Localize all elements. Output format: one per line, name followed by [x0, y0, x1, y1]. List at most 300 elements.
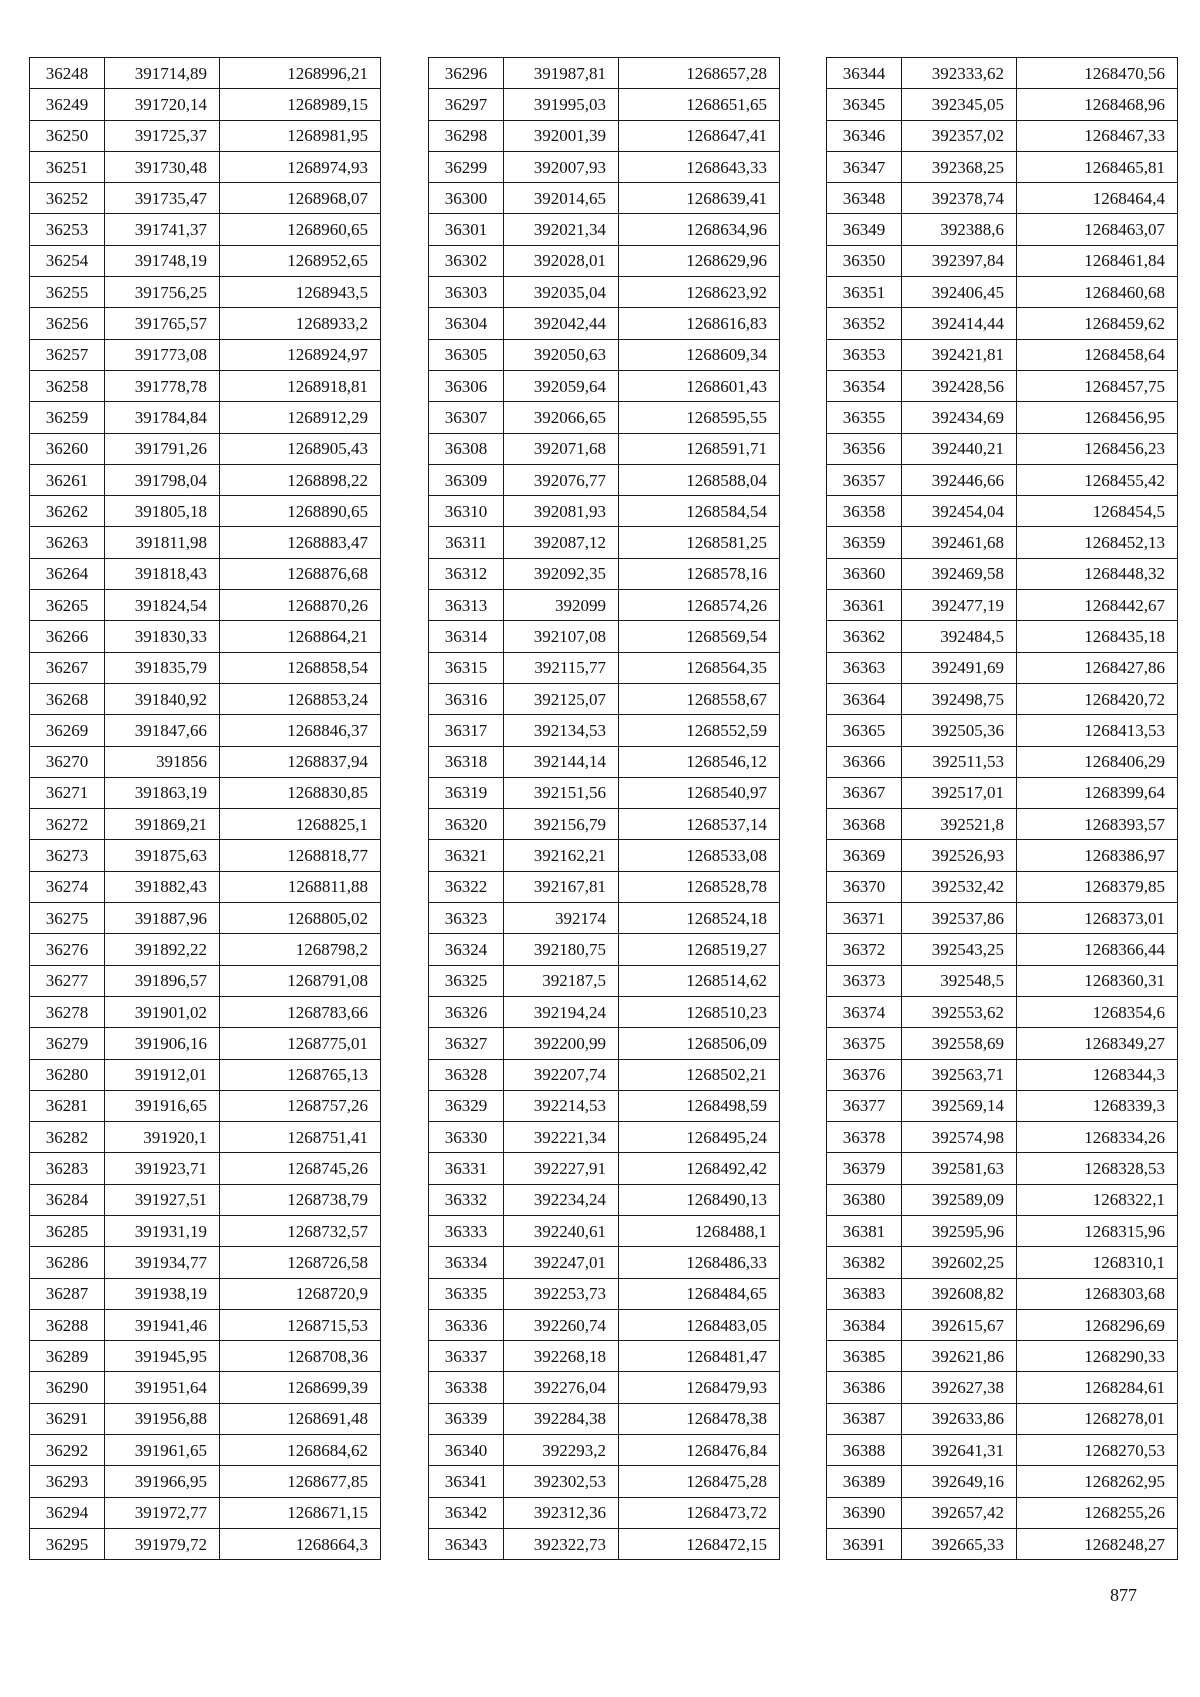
table-row: [30, 1059, 381, 1090]
y-coordinate-cell: 1268473,72: [619, 1497, 780, 1528]
y-coordinate-cell: 1268463,07: [1017, 214, 1178, 245]
x-coordinate-cell: 392406,45: [902, 277, 1017, 308]
table-row: [429, 683, 780, 714]
y-coordinate-cell: 1268574,26: [619, 590, 780, 621]
point-number-cell: 36256: [30, 308, 105, 339]
x-coordinate-cell: 391741,37: [105, 214, 220, 245]
point-number-cell: 36362: [827, 621, 902, 652]
y-coordinate-cell: 1268413,53: [1017, 715, 1178, 746]
y-coordinate-cell: 1268960,65: [220, 214, 381, 245]
x-coordinate-cell: 392569,14: [902, 1090, 1017, 1121]
x-coordinate-cell: 392543,25: [902, 934, 1017, 965]
table-row: [827, 809, 1178, 840]
point-number-cell: 36387: [827, 1403, 902, 1434]
table-row: [30, 1122, 381, 1153]
y-coordinate-cell: 1268533,08: [619, 840, 780, 871]
point-number-cell: 36363: [827, 652, 902, 683]
point-number-cell: 36372: [827, 934, 902, 965]
point-number-cell: 36346: [827, 120, 902, 151]
table-row: [429, 1466, 780, 1497]
table-row: [827, 1372, 1178, 1403]
x-coordinate-cell: 391920,1: [105, 1122, 220, 1153]
point-number-cell: 36361: [827, 590, 902, 621]
table-row: [827, 1247, 1178, 1278]
table-row: [30, 746, 381, 777]
y-coordinate-cell: 1268524,18: [619, 903, 780, 934]
table-row: [429, 151, 780, 182]
y-coordinate-cell: 1268546,12: [619, 746, 780, 777]
table-row: [429, 809, 780, 840]
x-coordinate-cell: 391956,88: [105, 1403, 220, 1434]
y-coordinate-cell: 1268467,33: [1017, 120, 1178, 151]
x-coordinate-cell: 392595,96: [902, 1215, 1017, 1246]
table-row: [827, 621, 1178, 652]
x-coordinate-cell: 391906,16: [105, 1028, 220, 1059]
y-coordinate-cell: 1268442,67: [1017, 590, 1178, 621]
point-number-cell: 36334: [429, 1247, 504, 1278]
point-number-cell: 36289: [30, 1341, 105, 1372]
point-number-cell: 36296: [429, 58, 504, 89]
table-row: [429, 1122, 780, 1153]
table-row: [30, 715, 381, 746]
y-coordinate-cell: 1268726,58: [220, 1247, 381, 1278]
point-number-cell: 36282: [30, 1122, 105, 1153]
x-coordinate-cell: 392511,53: [902, 746, 1017, 777]
table-row: [827, 1466, 1178, 1497]
point-number-cell: 36252: [30, 183, 105, 214]
y-coordinate-cell: 1268765,13: [220, 1059, 381, 1090]
y-coordinate-cell: 1268322,1: [1017, 1184, 1178, 1215]
point-number-cell: 36385: [827, 1341, 902, 1372]
point-number-cell: 36332: [429, 1184, 504, 1215]
y-coordinate-cell: 1268853,24: [220, 683, 381, 714]
table-row: [827, 746, 1178, 777]
point-number-cell: 36366: [827, 746, 902, 777]
table-row: [30, 1497, 381, 1528]
point-number-cell: 36380: [827, 1184, 902, 1215]
point-number-cell: 36302: [429, 245, 504, 276]
table-row: [827, 1184, 1178, 1215]
y-coordinate-cell: 1268989,15: [220, 89, 381, 120]
x-coordinate-cell: 392014,65: [504, 183, 619, 214]
point-number-cell: 36305: [429, 339, 504, 370]
table-row: [429, 120, 780, 151]
x-coordinate-cell: 392553,62: [902, 996, 1017, 1027]
point-number-cell: 36310: [429, 496, 504, 527]
table-row: [30, 151, 381, 182]
y-coordinate-cell: 1268481,47: [619, 1341, 780, 1372]
table-row: [827, 277, 1178, 308]
table-row: [429, 433, 780, 464]
point-number-cell: 36258: [30, 370, 105, 401]
y-coordinate-cell: 1268876,68: [220, 558, 381, 589]
point-number-cell: 36327: [429, 1028, 504, 1059]
table-row: [827, 120, 1178, 151]
x-coordinate-cell: 392665,33: [902, 1528, 1017, 1559]
point-number-cell: 36281: [30, 1090, 105, 1121]
point-number-cell: 36368: [827, 809, 902, 840]
x-coordinate-cell: 391927,51: [105, 1184, 220, 1215]
x-coordinate-cell: 392227,91: [504, 1153, 619, 1184]
y-coordinate-cell: 1268783,66: [220, 996, 381, 1027]
table-row: [429, 871, 780, 902]
y-coordinate-cell: 1268461,84: [1017, 245, 1178, 276]
y-coordinate-cell: 1268699,39: [220, 1372, 381, 1403]
table-row: [827, 558, 1178, 589]
x-coordinate-cell: 392627,38: [902, 1372, 1017, 1403]
y-coordinate-cell: 1268933,2: [220, 308, 381, 339]
x-coordinate-cell: 391773,08: [105, 339, 220, 370]
point-number-cell: 36339: [429, 1403, 504, 1434]
y-coordinate-cell: 1268651,65: [619, 89, 780, 120]
point-number-cell: 36325: [429, 965, 504, 996]
table-row: [429, 277, 780, 308]
x-coordinate-cell: 392469,58: [902, 558, 1017, 589]
point-number-cell: 36390: [827, 1497, 902, 1528]
x-coordinate-cell: 392284,38: [504, 1403, 619, 1434]
point-number-cell: 36262: [30, 496, 105, 527]
table-row: [30, 339, 381, 370]
x-coordinate-cell: 392059,64: [504, 370, 619, 401]
y-coordinate-cell: 1268647,41: [619, 120, 780, 151]
point-number-cell: 36283: [30, 1153, 105, 1184]
y-coordinate-cell: 1268634,96: [619, 214, 780, 245]
x-coordinate-cell: 392115,77: [504, 652, 619, 683]
table-row: [827, 652, 1178, 683]
point-number-cell: 36338: [429, 1372, 504, 1403]
y-coordinate-cell: 1268476,84: [619, 1435, 780, 1466]
x-coordinate-cell: 392558,69: [902, 1028, 1017, 1059]
y-coordinate-cell: 1268296,69: [1017, 1309, 1178, 1340]
point-number-cell: 36388: [827, 1435, 902, 1466]
table-row: [827, 89, 1178, 120]
x-coordinate-cell: 392174: [504, 903, 619, 934]
table-row: [827, 496, 1178, 527]
point-number-cell: 36297: [429, 89, 504, 120]
y-coordinate-cell: 1268492,42: [619, 1153, 780, 1184]
y-coordinate-cell: 1268584,54: [619, 496, 780, 527]
table-row: [30, 433, 381, 464]
table-row: [827, 151, 1178, 182]
y-coordinate-cell: 1268830,85: [220, 777, 381, 808]
table-row: [30, 308, 381, 339]
point-number-cell: 36351: [827, 277, 902, 308]
point-number-cell: 36316: [429, 683, 504, 714]
table-row: [827, 1278, 1178, 1309]
y-coordinate-cell: 1268386,97: [1017, 840, 1178, 871]
y-coordinate-cell: 1268328,53: [1017, 1153, 1178, 1184]
y-coordinate-cell: 1268540,97: [619, 777, 780, 808]
table-row: [827, 1028, 1178, 1059]
point-number-cell: 36314: [429, 621, 504, 652]
x-coordinate-cell: 391887,96: [105, 903, 220, 934]
y-coordinate-cell: 1268248,27: [1017, 1528, 1178, 1559]
table-row: [429, 89, 780, 120]
x-coordinate-cell: 392454,04: [902, 496, 1017, 527]
table-row: [30, 527, 381, 558]
table-row: [429, 621, 780, 652]
table-row: [429, 1247, 780, 1278]
table-row: [30, 1184, 381, 1215]
y-coordinate-cell: 1268339,3: [1017, 1090, 1178, 1121]
x-coordinate-cell: 392081,93: [504, 496, 619, 527]
x-coordinate-cell: 392537,86: [902, 903, 1017, 934]
point-number-cell: 36324: [429, 934, 504, 965]
x-coordinate-cell: 391725,37: [105, 120, 220, 151]
x-coordinate-cell: 392042,44: [504, 308, 619, 339]
y-coordinate-cell: 1268344,3: [1017, 1059, 1178, 1090]
y-coordinate-cell: 1268664,3: [220, 1528, 381, 1559]
point-number-cell: 36299: [429, 151, 504, 182]
table-row: [30, 1403, 381, 1434]
x-coordinate-cell: 392214,53: [504, 1090, 619, 1121]
x-coordinate-cell: 391987,81: [504, 58, 619, 89]
x-coordinate-cell: 392187,5: [504, 965, 619, 996]
y-coordinate-cell: 1268470,56: [1017, 58, 1178, 89]
point-number-cell: 36295: [30, 1528, 105, 1559]
point-number-cell: 36381: [827, 1215, 902, 1246]
point-number-cell: 36276: [30, 934, 105, 965]
y-coordinate-cell: 1268918,81: [220, 370, 381, 401]
point-number-cell: 36306: [429, 370, 504, 401]
x-coordinate-cell: 391840,92: [105, 683, 220, 714]
table-row: [429, 1184, 780, 1215]
x-coordinate-cell: 392071,68: [504, 433, 619, 464]
point-number-cell: 36309: [429, 464, 504, 495]
y-coordinate-cell: 1268506,09: [619, 1028, 780, 1059]
y-coordinate-cell: 1268738,79: [220, 1184, 381, 1215]
y-coordinate-cell: 1268502,21: [619, 1059, 780, 1090]
y-coordinate-cell: 1268519,27: [619, 934, 780, 965]
y-coordinate-cell: 1268458,64: [1017, 339, 1178, 370]
y-coordinate-cell: 1268601,43: [619, 370, 780, 401]
x-coordinate-cell: 392035,04: [504, 277, 619, 308]
x-coordinate-cell: 392221,34: [504, 1122, 619, 1153]
table-row: [429, 1028, 780, 1059]
y-coordinate-cell: 1268905,43: [220, 433, 381, 464]
x-coordinate-cell: 392247,01: [504, 1247, 619, 1278]
table-row: [30, 464, 381, 495]
x-coordinate-cell: 391778,78: [105, 370, 220, 401]
point-number-cell: 36377: [827, 1090, 902, 1121]
point-number-cell: 36263: [30, 527, 105, 558]
table-row: [429, 1528, 780, 1559]
table-row: [429, 370, 780, 401]
table-row: [30, 183, 381, 214]
table-row: [30, 370, 381, 401]
table-row: [827, 715, 1178, 746]
x-coordinate-cell: 391972,77: [105, 1497, 220, 1528]
point-number-cell: 36268: [30, 683, 105, 714]
x-coordinate-cell: 391863,19: [105, 777, 220, 808]
table-row: [429, 715, 780, 746]
x-coordinate-cell: 392194,24: [504, 996, 619, 1027]
y-coordinate-cell: 1268569,54: [619, 621, 780, 652]
x-coordinate-cell: 392092,35: [504, 558, 619, 589]
point-number-cell: 36382: [827, 1247, 902, 1278]
table-row: [429, 1497, 780, 1528]
point-number-cell: 36357: [827, 464, 902, 495]
x-coordinate-cell: 391756,25: [105, 277, 220, 308]
x-coordinate-cell: 392021,34: [504, 214, 619, 245]
table-row: [429, 1403, 780, 1434]
table-row: [827, 965, 1178, 996]
table-row: [429, 840, 780, 871]
x-coordinate-cell: 392007,93: [504, 151, 619, 182]
x-coordinate-cell: 392050,63: [504, 339, 619, 370]
table-row: [429, 1153, 780, 1184]
point-number-cell: 36371: [827, 903, 902, 934]
table-row: [827, 1497, 1178, 1528]
x-coordinate-cell: 392434,69: [902, 402, 1017, 433]
y-coordinate-cell: 1268464,4: [1017, 183, 1178, 214]
x-coordinate-cell: 392076,77: [504, 464, 619, 495]
point-number-cell: 36271: [30, 777, 105, 808]
y-coordinate-cell: 1268366,44: [1017, 934, 1178, 965]
point-number-cell: 36375: [827, 1028, 902, 1059]
x-coordinate-cell: 392641,31: [902, 1435, 1017, 1466]
y-coordinate-cell: 1268974,93: [220, 151, 381, 182]
point-number-cell: 36249: [30, 89, 105, 120]
point-number-cell: 36333: [429, 1215, 504, 1246]
y-coordinate-cell: 1268456,95: [1017, 402, 1178, 433]
point-number-cell: 36378: [827, 1122, 902, 1153]
table-row: [827, 339, 1178, 370]
y-coordinate-cell: 1268486,33: [619, 1247, 780, 1278]
table-row: [429, 652, 780, 683]
table-row: [429, 965, 780, 996]
x-coordinate-cell: 392461,68: [902, 527, 1017, 558]
x-coordinate-cell: 391730,48: [105, 151, 220, 182]
point-number-cell: 36248: [30, 58, 105, 89]
point-number-cell: 36369: [827, 840, 902, 871]
point-number-cell: 36300: [429, 183, 504, 214]
x-coordinate-cell: 392484,5: [902, 621, 1017, 652]
point-number-cell: 36254: [30, 245, 105, 276]
point-number-cell: 36267: [30, 652, 105, 683]
point-number-cell: 36294: [30, 1497, 105, 1528]
point-number-cell: 36318: [429, 746, 504, 777]
point-number-cell: 36354: [827, 370, 902, 401]
table-row: [429, 308, 780, 339]
x-coordinate-cell: 391847,66: [105, 715, 220, 746]
table-row: [827, 58, 1178, 89]
y-coordinate-cell: 1268315,96: [1017, 1215, 1178, 1246]
y-coordinate-cell: 1268996,21: [220, 58, 381, 89]
table-row: [827, 996, 1178, 1027]
point-number-cell: 36298: [429, 120, 504, 151]
y-coordinate-cell: 1268952,65: [220, 245, 381, 276]
y-coordinate-cell: 1268262,95: [1017, 1466, 1178, 1497]
point-number-cell: 36391: [827, 1528, 902, 1559]
x-coordinate-cell: 392260,74: [504, 1309, 619, 1340]
y-coordinate-cell: 1268643,33: [619, 151, 780, 182]
point-number-cell: 36322: [429, 871, 504, 902]
y-coordinate-cell: 1268468,96: [1017, 89, 1178, 120]
x-coordinate-cell: 391931,19: [105, 1215, 220, 1246]
x-coordinate-cell: 392268,18: [504, 1341, 619, 1372]
x-coordinate-cell: 392151,56: [504, 777, 619, 808]
table-row: [429, 402, 780, 433]
x-coordinate-cell: 391979,72: [105, 1528, 220, 1559]
table-row: [827, 1403, 1178, 1434]
point-number-cell: 36277: [30, 965, 105, 996]
x-coordinate-cell: 392001,39: [504, 120, 619, 151]
table-row: [827, 590, 1178, 621]
x-coordinate-cell: 391824,54: [105, 590, 220, 621]
y-coordinate-cell: 1268805,02: [220, 903, 381, 934]
point-number-cell: 36275: [30, 903, 105, 934]
table-row: [30, 245, 381, 276]
x-coordinate-cell: 392608,82: [902, 1278, 1017, 1309]
point-number-cell: 36342: [429, 1497, 504, 1528]
x-coordinate-cell: 392207,74: [504, 1059, 619, 1090]
y-coordinate-cell: 1268591,71: [619, 433, 780, 464]
point-number-cell: 36373: [827, 965, 902, 996]
table-row: [827, 1528, 1178, 1559]
point-number-cell: 36340: [429, 1435, 504, 1466]
point-number-cell: 36348: [827, 183, 902, 214]
y-coordinate-cell: 1268475,28: [619, 1466, 780, 1497]
y-coordinate-cell: 1268456,23: [1017, 433, 1178, 464]
table-row: [429, 934, 780, 965]
table-row: [827, 683, 1178, 714]
x-coordinate-cell: 391714,89: [105, 58, 220, 89]
x-coordinate-cell: 392345,05: [902, 89, 1017, 120]
y-coordinate-cell: 1268488,1: [619, 1215, 780, 1246]
table-row: [827, 245, 1178, 276]
table-row: [827, 934, 1178, 965]
table-row: [30, 840, 381, 871]
table-row: [30, 214, 381, 245]
y-coordinate-cell: 1268472,15: [619, 1528, 780, 1559]
point-number-cell: 36370: [827, 871, 902, 902]
coordinates-table-3: [826, 57, 1178, 1560]
table-row: [30, 652, 381, 683]
point-number-cell: 36326: [429, 996, 504, 1027]
point-number-cell: 36344: [827, 58, 902, 89]
point-number-cell: 36284: [30, 1184, 105, 1215]
point-number-cell: 36317: [429, 715, 504, 746]
table-row: [429, 777, 780, 808]
point-number-cell: 36313: [429, 590, 504, 621]
x-coordinate-cell: 392276,04: [504, 1372, 619, 1403]
x-coordinate-cell: 392312,36: [504, 1497, 619, 1528]
table-row: [30, 590, 381, 621]
x-coordinate-cell: 391798,04: [105, 464, 220, 495]
y-coordinate-cell: 1268459,62: [1017, 308, 1178, 339]
x-coordinate-cell: 392421,81: [902, 339, 1017, 370]
y-coordinate-cell: 1268898,22: [220, 464, 381, 495]
x-coordinate-cell: 391901,02: [105, 996, 220, 1027]
x-coordinate-cell: 391923,71: [105, 1153, 220, 1184]
x-coordinate-cell: 392446,66: [902, 464, 1017, 495]
y-coordinate-cell: 1268657,28: [619, 58, 780, 89]
point-number-cell: 36374: [827, 996, 902, 1027]
y-coordinate-cell: 1268732,57: [220, 1215, 381, 1246]
point-number-cell: 36279: [30, 1028, 105, 1059]
x-coordinate-cell: 392087,12: [504, 527, 619, 558]
table-row: [827, 1059, 1178, 1090]
coordinates-table-3-body: [827, 58, 1178, 1560]
table-row: [429, 58, 780, 89]
x-coordinate-cell: 392491,69: [902, 652, 1017, 683]
y-coordinate-cell: 1268609,34: [619, 339, 780, 370]
table-row: [429, 339, 780, 370]
x-coordinate-cell: 392162,21: [504, 840, 619, 871]
table-row: [827, 183, 1178, 214]
table-row: [30, 965, 381, 996]
